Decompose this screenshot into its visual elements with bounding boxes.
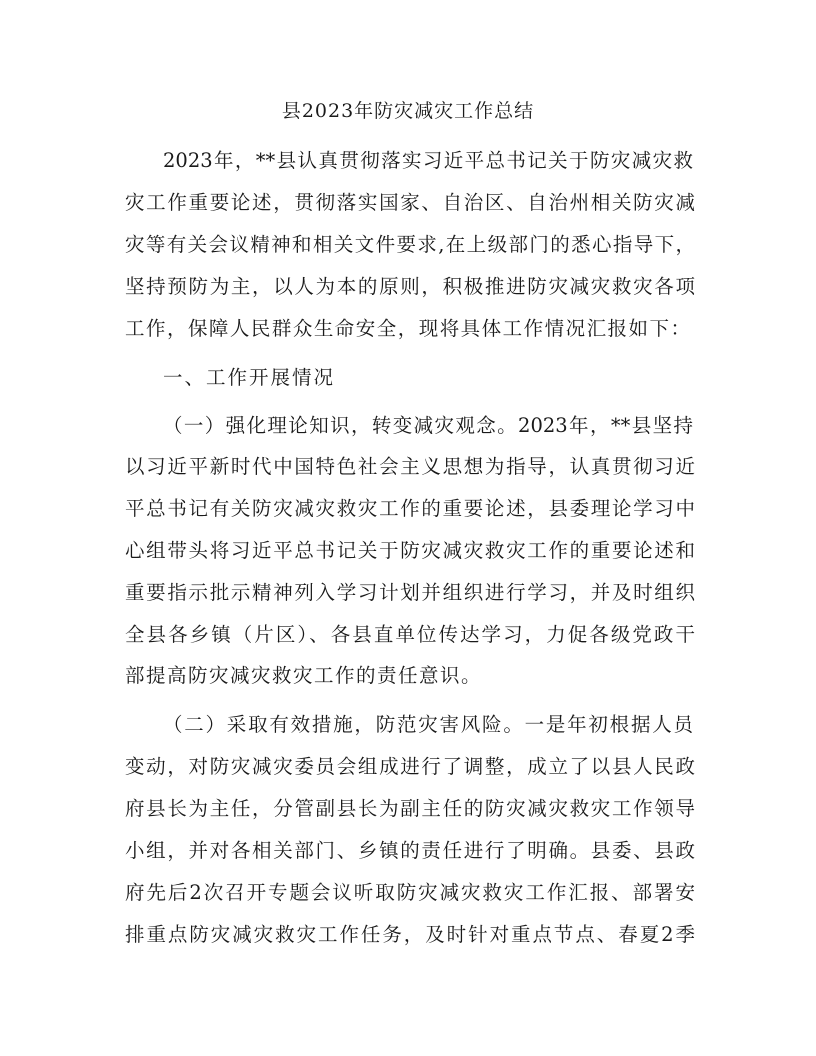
text-line: 部提高防灾减灾救灾工作的责任意识。: [125, 664, 483, 687]
text-line: 心组带头将习近平总书记关于防灾减灾救灾工作的重要论述和: [125, 539, 695, 562]
document-title: 县2023年防灾减灾工作总结: [281, 100, 535, 122]
text-line: 重要指示批示精神列入学习计划并组织进行学习，并及时组织: [125, 581, 695, 604]
text-line: 坚持预防为主，以人为本的原则，积极推进防灾减灾救灾各项: [125, 275, 695, 298]
text-line: 小组，并对各相关部门、乡镇的责任进行了明确。县委、县政: [125, 839, 695, 862]
text-line: 以习近平新时代中国特色社会主义思想为指导，认真贯彻习近: [125, 455, 695, 478]
text-line: 灾工作重要论述，贯彻落实国家、自治区、自治州相关防灾减: [125, 191, 695, 214]
text-line: 全县各乡镇（片区）、各县直单位传达学习，力促各级党政干: [125, 623, 695, 646]
text-line: 2023年，**县认真贯彻落实习近平总书记关于防灾减灾救: [163, 149, 693, 172]
text-line: 平总书记有关防灾减灾救灾工作的重要论述，县委理论学习中: [125, 497, 695, 520]
text-line: 府县长为主任，分管副县长为副主任的防灾减灾救灾工作领导: [125, 797, 695, 820]
text-line: 排重点防灾减灾救灾工作任务，及时针对重点节点、春夏2季: [125, 923, 695, 946]
text-line: （一）强化理论知识，转变减灾观念。2023年，**县坚持: [163, 414, 693, 437]
text-line: 工作，保障人民群众生命安全，现将具体工作情况汇报如下：: [125, 317, 690, 340]
section-heading: 一、工作开展情况: [163, 366, 336, 389]
text-line: 变动，对防灾减灾委员会组成进行了调整，成立了以县人民政: [125, 755, 695, 778]
text-line: 灾等有关会议精神和相关文件要求,在上级部门的悉心指导下，: [125, 233, 695, 256]
text-line: 府先后2次召开专题会议听取防灾减灾救灾工作汇报、部署安: [125, 881, 695, 904]
text-line: （二）采取有效措施，防范灾害风险。一是年初根据人员: [163, 713, 693, 736]
